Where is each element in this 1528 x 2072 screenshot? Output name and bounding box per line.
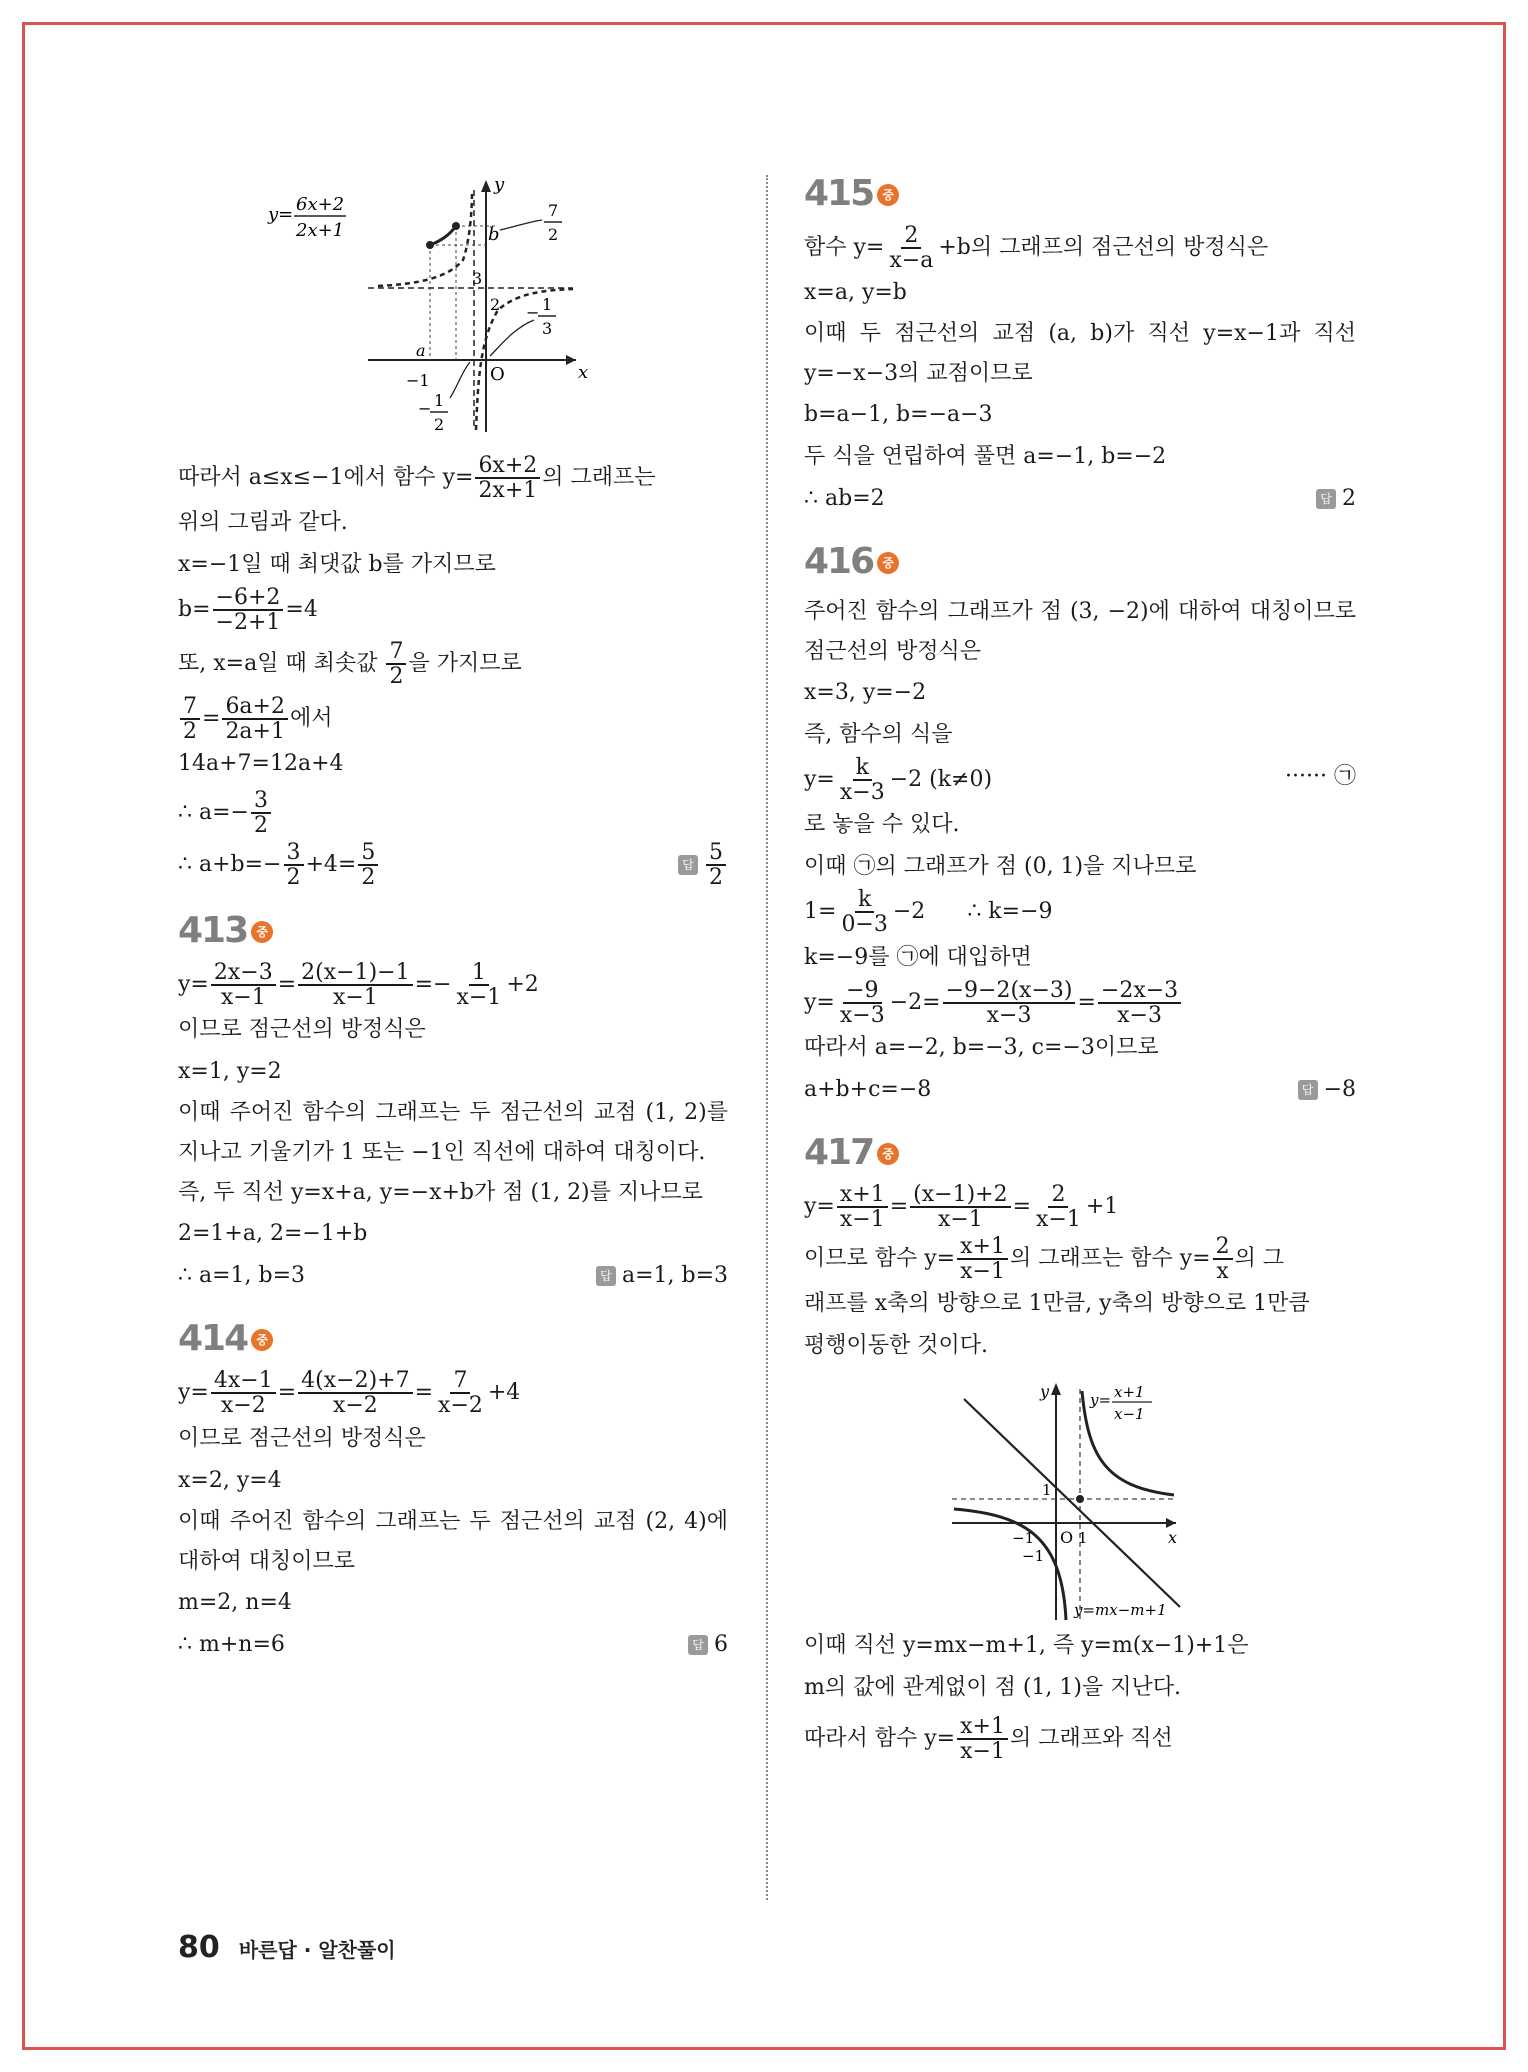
graph1-x-label: x (578, 362, 589, 383)
answer-412: 답 $\frac{5}{2}$ (678, 841, 728, 889)
equation-line: b= $\frac{-6+2}{-2+1}$ =4 (178, 585, 318, 636)
equation-line: y= $\frac{-9}{x-3}$ −2= $\frac{-9-2(x-3)}{x-3}$ = $\frac{-2x-3}{x-3}$ (804, 979, 1356, 1027)
curve-lower-branch (954, 1509, 1066, 1620)
graph1-frac72-num: 7 (548, 201, 559, 220)
fixed-point (1076, 1495, 1084, 1503)
graph1-y-label: y (494, 174, 505, 195)
graph-rational-function-1 (178, 170, 728, 450)
answer-415: 답 2 (1316, 478, 1356, 520)
text-line: 즉, 함수의 식을 (804, 722, 953, 748)
graph1-func-den: 2x+1 (296, 220, 345, 241)
level-badge: 중 (877, 552, 899, 574)
text-line: m의 값에 관계없이 점 (1, 1)을 지난다. (804, 1675, 1181, 1701)
graph1-svg (178, 170, 728, 450)
level-badge: 중 (877, 184, 899, 206)
problem-413-heading: 413 중 (178, 907, 728, 955)
answer-413: 답 a=1, b=3 (596, 1255, 728, 1297)
equation-line: 2=1+a, 2=−1+b (178, 1221, 368, 1247)
graph1-frac13-prefix: − (526, 303, 540, 322)
graph2-label-neg1y: −1 (1022, 1547, 1045, 1566)
answer-icon: 답 (1316, 489, 1336, 509)
book-title: 바른답 · 알찬풀이 (238, 1938, 396, 1962)
left-branch-dashed (378, 192, 472, 286)
problem-414-heading: 414 중 (178, 1315, 728, 1363)
answer-icon: 답 (1298, 1080, 1318, 1100)
text-line: 위의 그림과 같다. (178, 510, 348, 536)
text-paragraph: 이때 주어진 함수의 그래프는 두 점근선의 교점 (1, 2)를 지나고 기울기가 1 또는 −1인 직선에 대하여 대칭이다. (178, 1100, 728, 1166)
y-axis-arrow (481, 180, 491, 192)
text-line: 이므로 함수 y= $\frac{x+1}{x-1}$ 의 그래프는 함수 y= $\frac{2}{x}$ 의 그 (804, 1233, 1285, 1285)
text-line: 로 놓을 수 있다. (804, 812, 960, 838)
equation-line: 14a+7=12a+4 (178, 750, 344, 776)
graph1-label-2: 2 (490, 295, 501, 314)
answer-416: 답 −8 (1298, 1069, 1356, 1111)
answer-icon: 답 (596, 1266, 616, 1286)
equation-tag: ······ ㉠ (1285, 764, 1356, 790)
text-line: 따라서 a≤x≤−1에서 함수 y= $\frac{6x+2}{2x+1}$ 의 그래프는 (178, 453, 656, 504)
endpoint-neg1 (452, 222, 460, 230)
level-badge: 중 (877, 1143, 899, 1165)
graph1-frac13-den: 3 (542, 319, 553, 338)
x-axis-arrow (566, 355, 576, 365)
text-line: 함수 y= $\frac{2}{x-a}$ +b의 그래프의 점근선의 방정식은 (804, 223, 1269, 274)
graph1-frac12-num: 1 (434, 391, 445, 410)
text-line: 평행이동한 것이다. (804, 1333, 989, 1359)
graph2-origin: O (1060, 1528, 1074, 1548)
equation-line: $\frac{7}{2}$ = $\frac{6a+2}{2a+1}$ 에서 (178, 695, 728, 743)
problem-415-heading: 415 중 (804, 170, 1356, 218)
graph2-svg (804, 1375, 1356, 1625)
graph1-label-b: b (488, 224, 500, 245)
graph2-label-1x: 1 (1078, 1529, 1088, 1548)
answer-icon: 답 (678, 855, 698, 875)
graph2-y-label: y (1040, 1382, 1050, 1402)
graph1-label-neg1: −1 (406, 371, 430, 390)
equation-line: y= $\frac{k}{x-3}$ −2 (k≠0) ······ ㉠ (804, 755, 1356, 806)
graph1-frac12-prefix: − (418, 399, 432, 418)
graph1-func-num: 6x+2 (296, 194, 345, 215)
equation-line: ∴ a=− $\frac{3}{2}$ (178, 789, 728, 837)
graph1-frac13-num: 1 (542, 295, 553, 314)
equation-line: x=3, y=−2 (804, 680, 927, 706)
endpoint-a (426, 241, 434, 249)
equation-line: 1= $\frac{k}{0-3}$ −2 ∴ k=−9 (804, 887, 1053, 938)
graph1-frac72-den: 2 (548, 225, 559, 244)
equation-line: ∴ m+n=6 답 6 (178, 1624, 728, 1666)
problem-417-heading: 417 중 (804, 1129, 1356, 1177)
graph1-label-a: a (416, 341, 426, 360)
line-mx-m-1 (964, 1399, 1180, 1607)
graph2-line-label: y=mx−m+1 (1074, 1601, 1167, 1620)
graph1-func-lhs: y= (268, 204, 294, 225)
text-line: 또, x=a일 때 최솟값 $\frac{7}{2}$ 을 가지므로 (178, 639, 522, 690)
graph2-label-1y: 1 (1042, 1481, 1052, 1500)
text-line: 따라서 함수 y= $\frac{x+1}{x-1}$ 의 그래프와 직선 (804, 1714, 1173, 1765)
graph2-curve-lhs: y= (1090, 1391, 1112, 1410)
text-line: 이때 ㉠의 그래프가 점 (0, 1)을 지나므로 (804, 854, 1197, 880)
level-badge: 중 (251, 921, 273, 943)
graph-rational-function-2 (804, 1375, 1356, 1625)
equation-line: a+b+c=−8 답 −8 (804, 1069, 1356, 1111)
answer-414: 답 6 (688, 1624, 728, 1666)
equation-line: x=2, y=4 (178, 1467, 282, 1493)
text-line: 따라서 a=−2, b=−3, c=−3이므로 (804, 1034, 1159, 1060)
graph1-origin: O (490, 364, 505, 385)
left-branch-solid (430, 226, 456, 245)
text-line: k=−9를 ㉠에 대입하면 (804, 944, 1032, 970)
text-line: 래프를 x축의 방향으로 1만큼, y축의 방향으로 1만큼 (804, 1291, 1310, 1317)
text-line: x=−1일 때 최댓값 b를 가지므로 (178, 552, 496, 578)
equation-line: ∴ ab=2 답 2 (804, 478, 1356, 520)
text-paragraph: 주어진 함수의 그래프가 점 (3, −2)에 대하여 대칭이므로 점근선의 방정식은 (804, 599, 1356, 665)
equation-line: ∴ a=1, b=3 답 a=1, b=3 (178, 1255, 728, 1297)
level-badge: 중 (251, 1329, 273, 1351)
problem-416-heading: 416 중 (804, 538, 1356, 586)
graph2-curve-den: x−1 (1114, 1405, 1145, 1424)
equation-line: b=a−1, b=−a−3 (804, 402, 993, 428)
column-divider (766, 175, 768, 1900)
answer-icon: 답 (688, 1635, 708, 1655)
text-line: 이때 직선 y=mx−m+1, 즉 y=m(x−1)+1은 (804, 1633, 1249, 1659)
equation-line: y= $\frac{4x-1}{x-2}$ = $\frac{4(x-2)+7}{x-2}$ = $\frac{7}{x-2}$ +4 (178, 1368, 521, 1419)
page-number: 80 (178, 1930, 220, 1965)
equation-line: y= $\frac{2x-3}{x-1}$ = $\frac{2(x-1)-1}{x-1}$ =− $\frac{1}{x-1}$ +2 (178, 960, 539, 1011)
equation-line: x=1, y=2 (178, 1059, 282, 1085)
equation-line: x=a, y=b (804, 280, 907, 306)
text-paragraph: 이때 두 점근선의 교점 (a, b)가 직선 y=x−1과 직선 y=−x−3의 교점이므로 (804, 321, 1356, 387)
equation-line: ∴ a+b=− $\frac{3}{2}$ +4= $\frac{5}{2}$ 답 $\frac{5}{2}$ (178, 841, 728, 889)
equation-line: y= $\frac{x+1}{x-1}$ = $\frac{(x-1)+2}{x-1}$ = $\frac{2}{x-1}$ +1 (804, 1181, 1119, 1232)
graph2-x-label: x (1168, 1528, 1178, 1548)
page-footer (178, 1930, 396, 1965)
graph1-label-3: 3 (472, 269, 483, 288)
graph2-curve-num: x+1 (1114, 1383, 1145, 1402)
text-line: 두 식을 연립하여 풀면 a=−1, b=−2 (804, 444, 1167, 470)
text-paragraph: 즉, 두 직선 y=x+a, y=−x+b가 점 (1, 2)를 지나므로 (178, 1180, 703, 1206)
graph2-label-neg1x: −1 (1012, 1529, 1035, 1548)
text-line: 이므로 점근선의 방정식은 (178, 1017, 426, 1043)
right-column (804, 170, 1356, 1763)
graph1-frac12-den: 2 (434, 415, 445, 434)
equation-line: m=2, n=4 (178, 1589, 292, 1615)
text-paragraph: 이때 주어진 함수의 그래프는 두 점근선의 교점 (2, 4)에 대하여 대칭이므로 (178, 1508, 728, 1574)
text-line: 이므로 점근선의 방정식은 (178, 1425, 426, 1451)
left-column (178, 170, 728, 1666)
